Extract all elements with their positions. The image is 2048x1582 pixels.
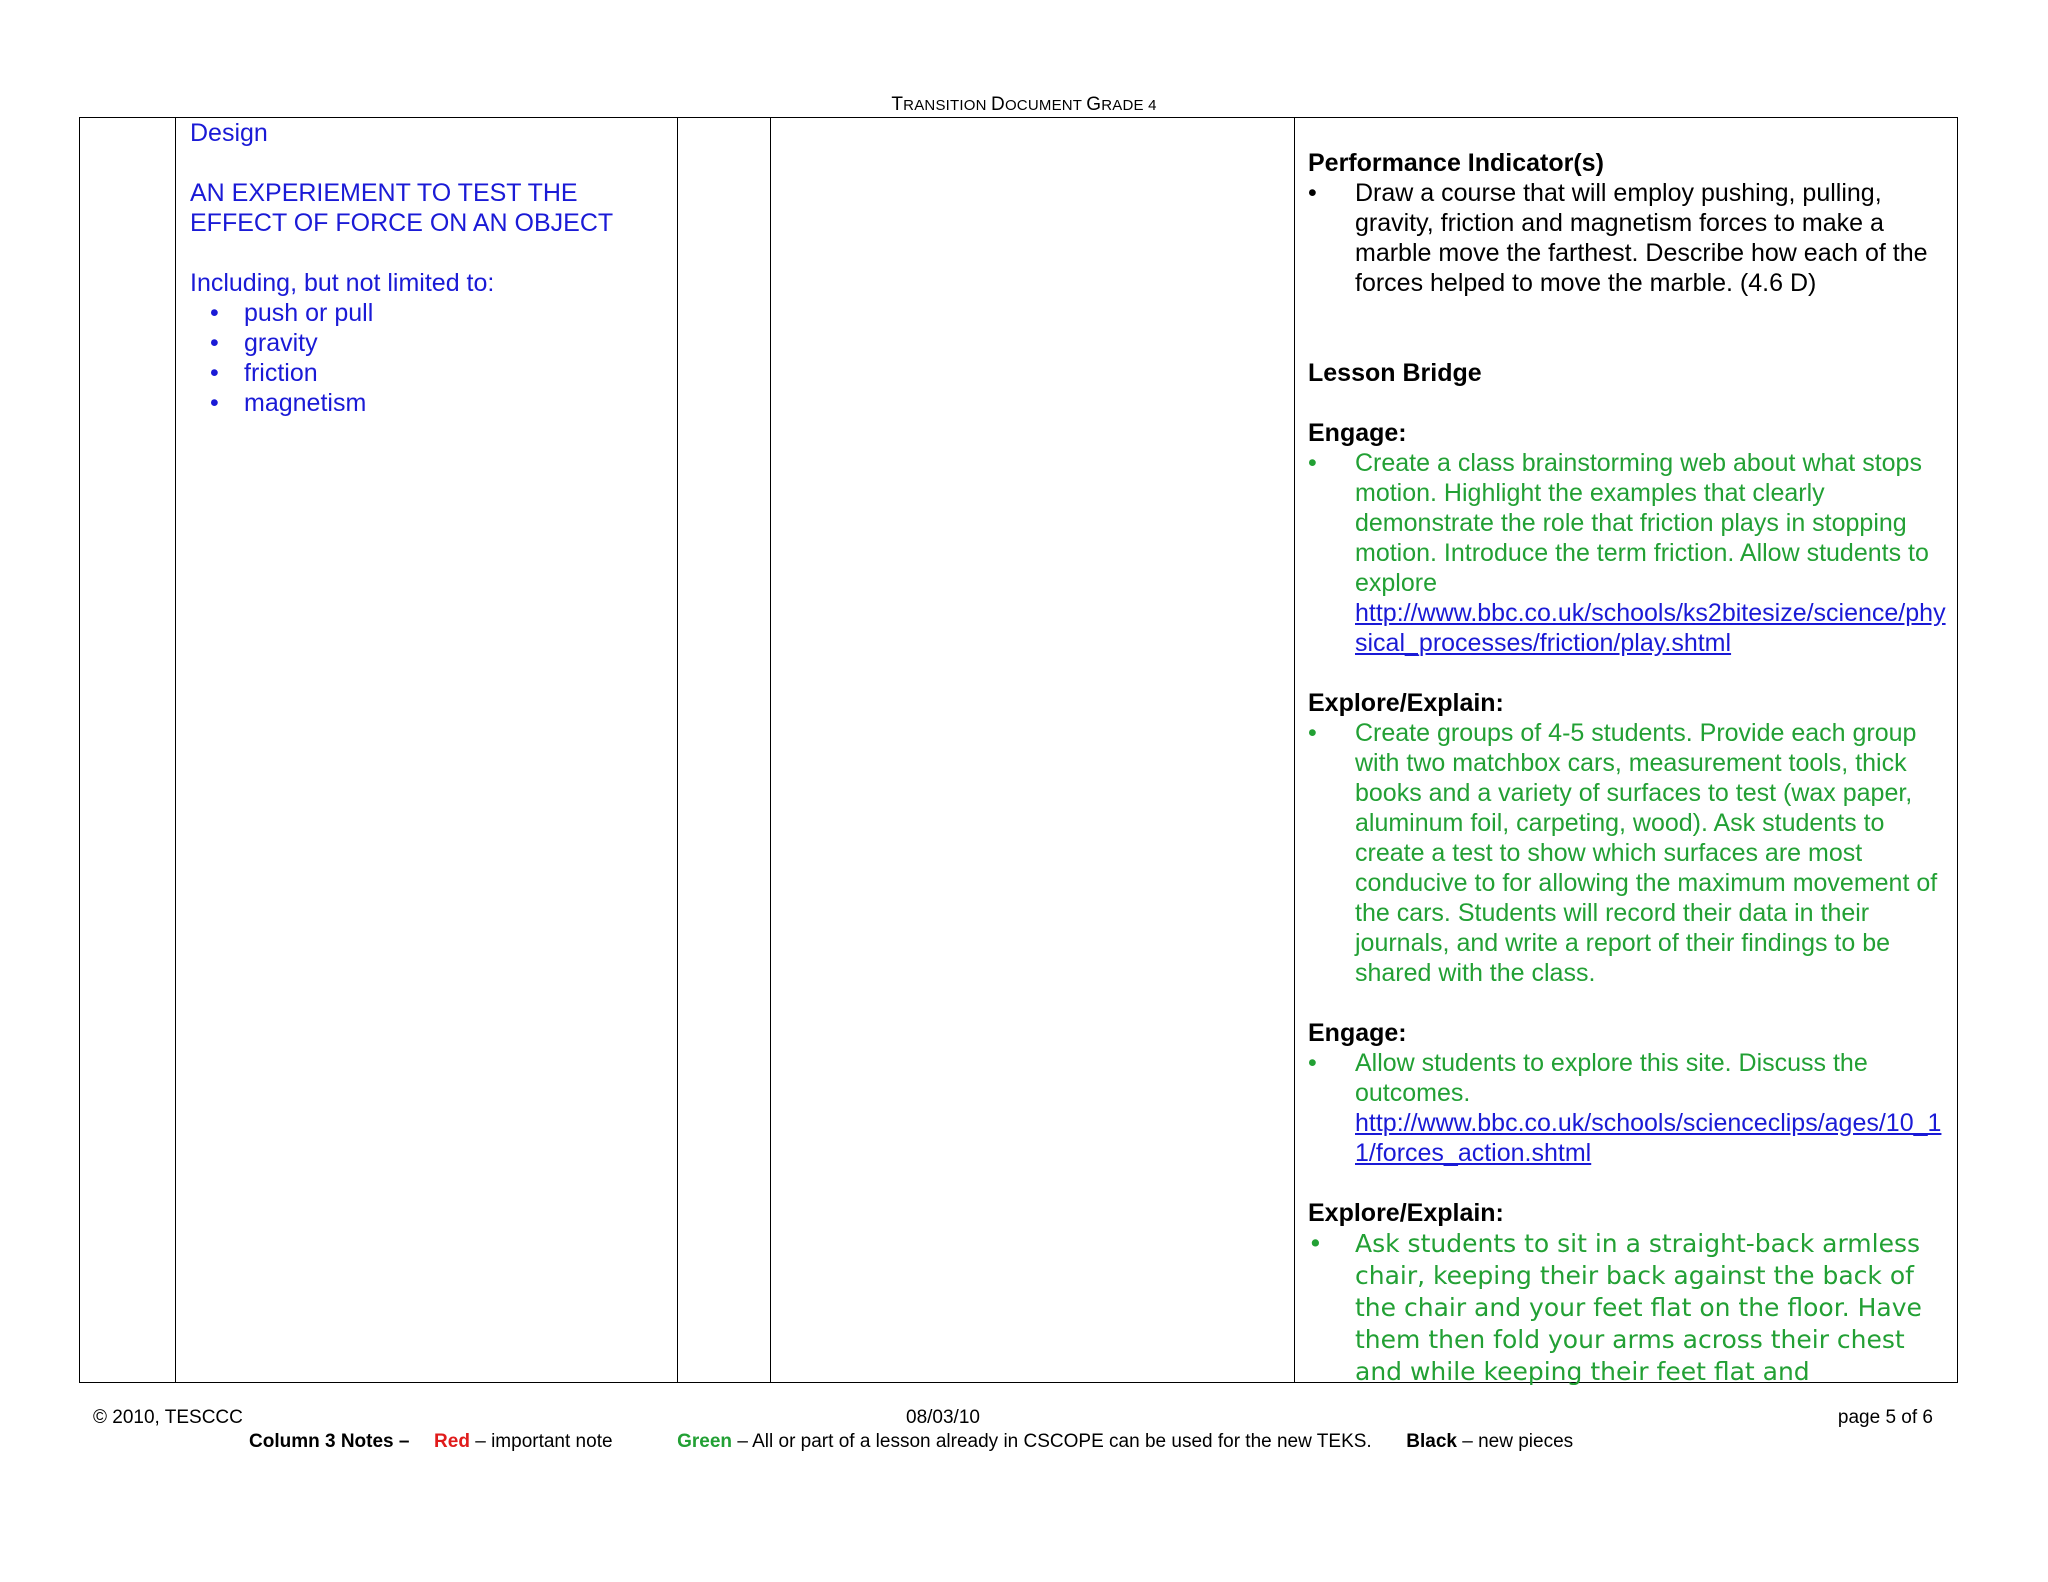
bullet-icon: • [1308,179,1317,207]
green-legend-desc: – All or part of a lesson already in CSCOPE can be used for the new TEKS. [737,1431,1372,1452]
header-cap-1: T [891,94,904,115]
including-label: Including, but not limited to: [190,269,495,297]
header-cap-3: G [1086,94,1102,115]
explore-heading: Explore/Explain: [1308,689,1504,717]
list-item: • friction [210,359,318,387]
column-divider [677,118,678,1382]
bullet-icon: • [1308,449,1317,477]
green-legend-label: Green [677,1431,733,1452]
column-divider [1294,118,1295,1382]
bullet-icon: • [210,389,219,417]
list-item: • gravity [210,329,318,357]
forces-action-link[interactable]: http://www.bbc.co.uk/schools/scienceclips/ages/10_11/forces_action.shtml [1355,1109,1942,1167]
red-legend-desc: – important note [475,1431,613,1452]
page-number: page 5 of 6 [1837,1407,1933,1428]
bullet-icon: • [1308,719,1317,747]
black-legend-label: Black [1406,1431,1457,1452]
list-item: • magnetism [210,389,367,417]
bullet-icon: • [210,359,219,387]
engage-text-2: Allow students to explore this site. Discuss the outcomes. [1355,1049,1868,1107]
column-notes-legend [249,1431,1573,1453]
engage-heading: Engage: [1308,419,1407,447]
explore-item-2 [1308,1228,1953,1388]
explore-heading-2: Explore/Explain: [1308,1199,1504,1227]
lesson-column [1308,118,1953,1388]
force-list [190,298,670,418]
black-legend-desc: – new pieces [1462,1431,1574,1452]
footer-date: 08/03/10 [906,1407,980,1428]
copyright: © 2010, TESCCC [93,1407,243,1428]
list-item: • push or pull [210,299,374,327]
bullet-icon: • [210,329,219,357]
explore-item [1308,718,1953,988]
performance-text: Draw a course that will employ pushing, pulling, gravity, friction and magnetism forces to make a marble move the farthest. Describe how each of the forces helped to move the marble. (4.6 D) [1355,179,1928,297]
design-column [190,118,670,418]
design-heading: Design [190,119,268,147]
bullet-icon: • [1308,1229,1323,1258]
friction-link[interactable]: http://www.bbc.co.uk/schools/ks2bitesize/science/physical_processes/friction/play.shtml [1355,599,1946,657]
explore-text: Create groups of 4-5 students. Provide each group with two matchbox cars, measurement tools, thick books and a variety of surfaces to test (wax paper, aluminum foil, carpeting, wood). Ask students to create a test to show which surfaces are most conducive to for allowing the maximum movement of the cars. Students will record their data in their journals, and write a report of their findings to be shared with the class. [1355,719,1938,987]
performance-heading: Performance Indicator(s) [1308,149,1604,177]
curriculum-table [79,117,1958,1386]
performance-item [1308,178,1953,298]
experiment-title-line-1: AN EXPERIEMENT TO TEST THE [190,179,578,207]
red-legend-label: Red [434,1431,470,1452]
engage-text: Create a class brainstorming web about what stops motion. Highlight the examples that clearly demonstrate the role that friction plays in stopping motion. Introduce the term friction. Allow students to explore [1355,449,1929,597]
engage-item [1308,448,1953,658]
page-header [0,94,2048,116]
bullet-icon: • [210,299,219,327]
column-divider [175,118,176,1382]
engage-heading-2: Engage: [1308,1019,1407,1047]
footer [93,1407,1933,1431]
header-cap-2: D [991,94,1005,115]
lesson-bridge-heading: Lesson Bridge [1308,359,1482,387]
explore-text-2: Ask students to sit in a straight-back armless chair, keeping their back against the back of the chair and your feet flat on the floor. Have them then fold your arms across their chest and while keeping their feet flat and [1355,1229,1922,1386]
column-divider [770,118,771,1382]
header-rest-2: OCUMENT [1004,97,1087,114]
notes-label: Column 3 Notes – [249,1431,410,1452]
experiment-title-line-2: EFFECT OF FORCE ON AN OBJECT [190,209,614,237]
bullet-icon: • [1308,1049,1317,1077]
header-rest-3: RADE 4 [1101,97,1157,114]
header-rest-1: RANSITION [903,97,992,114]
engage-item-2 [1308,1048,1953,1168]
